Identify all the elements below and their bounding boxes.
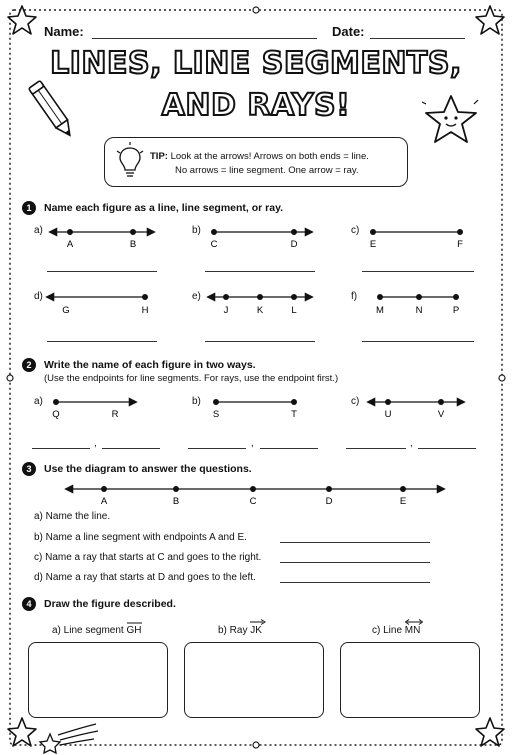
q1a-letter: a) [34, 225, 43, 236]
name-label: Name: [44, 24, 84, 39]
q4a-label [52, 625, 142, 636]
q2c-separator: , [410, 438, 413, 449]
q3-question-c: c) Name a ray that starts at C and goes to the right. [34, 552, 262, 563]
q3-question-a: a) Name the line. [34, 511, 111, 522]
q2c-letter: c) [351, 396, 360, 407]
q1d-label-g: G [62, 305, 70, 316]
q1e-label-l: L [291, 305, 297, 316]
q3-label-d: D [325, 496, 333, 507]
tip-label: TIP: [150, 151, 168, 162]
q2a-label-q: Q [52, 409, 60, 420]
q4b-label [218, 625, 262, 636]
page-title-line-2: AND RAYS! [161, 88, 351, 123]
q1f-label-n: N [415, 305, 423, 316]
q4-title: Draw the figure described. [44, 598, 176, 610]
q1f-letter: f) [351, 291, 358, 302]
q4b-symbol-text: JK [250, 625, 262, 636]
q2c-label-u: U [384, 409, 392, 420]
q2b-label-s: S [212, 409, 220, 420]
ray-arrow-icon [250, 619, 266, 625]
q4b-drawing-box[interactable] [184, 642, 324, 718]
q4b-label-text: b) Ray [218, 625, 248, 636]
q3-label-b: B [172, 496, 180, 507]
q2-subtitle: (Use the endpoints for line segments. For rays, use the endpoint first.) [44, 373, 339, 384]
tip-line-1: Look at the arrows! Arrows on both ends = line. [170, 151, 369, 162]
q1c-label-e: E [369, 239, 377, 250]
q2b-label-t: T [291, 409, 297, 420]
q3-point-c [250, 486, 256, 492]
q4b-symbol [250, 625, 262, 636]
q1e-label-k: K [256, 305, 264, 316]
line-arrow-icon [405, 619, 423, 625]
q1f-label-p: P [452, 305, 460, 316]
q3-point-b [173, 486, 179, 492]
q1b-label-d: D [290, 239, 298, 250]
q1d-label-h: H [141, 305, 149, 316]
q1a-label-a: A [66, 239, 74, 250]
q4a-drawing-box[interactable] [28, 642, 168, 718]
q1c-letter: c) [351, 225, 360, 236]
q4a-label-text: a) Line segment [52, 625, 124, 636]
q1e-label-j: J [223, 305, 229, 316]
q4c-label [372, 625, 420, 636]
q3-question-d: d) Name a ray that starts at D and goes to the left. [34, 572, 256, 583]
q2c-label-v: V [437, 409, 445, 420]
q2a-separator: , [94, 438, 97, 449]
q1c-label-f: F [457, 239, 463, 250]
q4c-drawing-box[interactable] [340, 642, 480, 718]
q2a-letter: a) [34, 396, 43, 407]
q3-point-d [326, 486, 332, 492]
q4-number-badge: 4 [22, 597, 36, 611]
q1d-letter: d) [34, 291, 43, 302]
q2-title: Write the name of each figure in two ways. [44, 359, 256, 371]
q3c-answer-field[interactable] [280, 562, 430, 563]
q4c-symbol [405, 625, 421, 636]
q3b-answer-field[interactable] [280, 542, 430, 543]
tip-line-2: No arrows = line segment. One arrow = ray. [175, 165, 359, 176]
page-title-line-1: LINES, LINE SEGMENTS, [50, 46, 462, 81]
q3-label-c: C [249, 496, 257, 507]
q3d-answer-field[interactable] [280, 582, 430, 583]
q4c-symbol-text: MN [404, 625, 421, 636]
q4a-symbol-text: GH [126, 625, 142, 636]
q4a-symbol [127, 625, 142, 636]
q1b-label-c: C [210, 239, 218, 250]
q3-label-a: A [100, 496, 108, 507]
q3-label-e: E [399, 496, 407, 507]
q1-title: Name each figure as a line, line segment, or ray. [44, 202, 284, 214]
q4c-label-text: c) Line [372, 625, 403, 636]
q3-question-b: b) Name a line segment with endpoints A and E. [34, 532, 247, 543]
q3-number-badge: 3 [22, 462, 36, 476]
segment-bar-icon [127, 621, 143, 625]
q3-title: Use the diagram to answer the questions. [44, 463, 252, 475]
q2-number-badge: 2 [22, 358, 36, 372]
q2b-separator: , [251, 438, 254, 449]
q1f-label-m: M [376, 305, 384, 316]
q1e-letter: e) [192, 291, 201, 302]
q2a-label-r: R [111, 409, 119, 420]
q3-point-e [400, 486, 406, 492]
q1-number-badge: 1 [22, 201, 36, 215]
q1b-letter: b) [192, 225, 201, 236]
q1a-label-b: B [129, 239, 137, 250]
date-label: Date: [332, 24, 365, 39]
q3-point-a [101, 486, 107, 492]
q2b-letter: b) [192, 396, 201, 407]
